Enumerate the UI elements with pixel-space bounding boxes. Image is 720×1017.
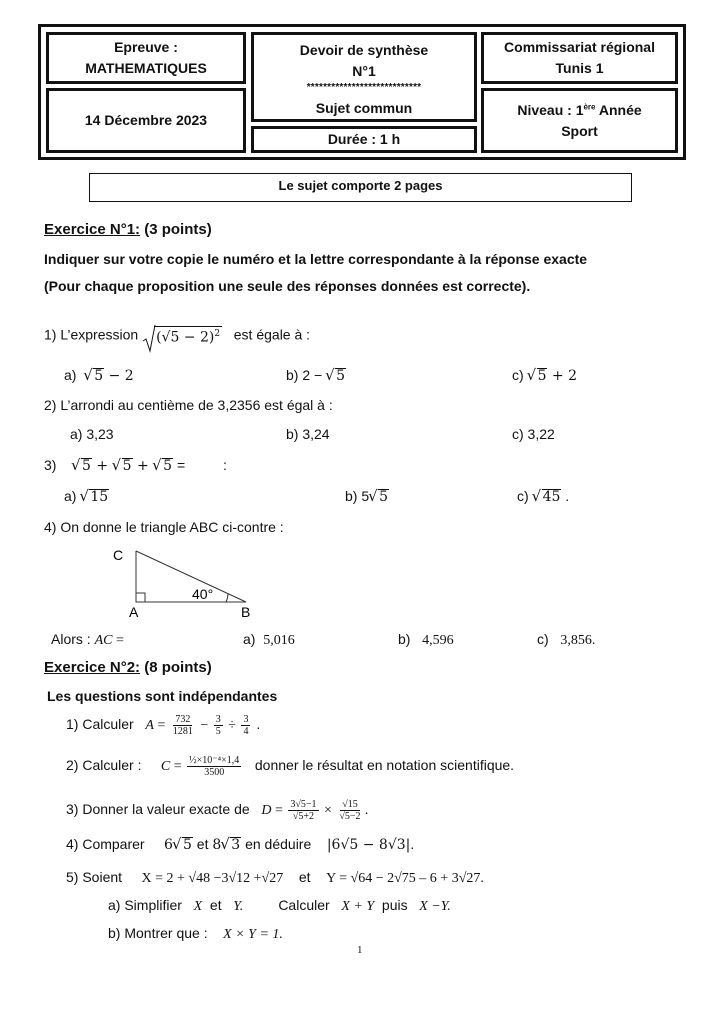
- devoir-cell: [251, 32, 477, 122]
- devoir-title: Devoir de synthèse: [299, 42, 429, 58]
- ex1-q2-option-b: b) 3,24: [286, 426, 330, 442]
- ex1-q2-option-a: a) 3,23: [70, 426, 114, 442]
- region-label: Tunis 1: [555, 60, 604, 76]
- duree-cell: [251, 126, 477, 153]
- ex2-q5: 5) Soient X = 2 + √48 −3√12 +√27 et Y = √64 − 2√75 – 6 + 3√27.: [66, 869, 484, 886]
- ex1-q3-option-c: c) √ 45 .: [517, 488, 569, 505]
- angle-label: 40°: [192, 586, 214, 602]
- section-label: Sport: [561, 122, 598, 139]
- vertex-b-label: B: [241, 604, 251, 620]
- epreuve-label: Epreuve :: [114, 39, 178, 55]
- ex2-q4: 4) Comparer 6 √ 5 et 8 √ 3 en déduire |6√5 − 8√3|.: [66, 836, 414, 853]
- ex2-q1: 1) Calculer A = $\frac{732}{1281}$ − $\frac{3}{5}$ ÷ $\frac{3}{4}$ .: [66, 714, 261, 737]
- exercise1-instruction-2: (Pour chaque proposition une seule des réponses données est correcte).: [44, 278, 531, 294]
- triangle-abc-figure: [100, 540, 270, 622]
- stars-separator: ****************************: [306, 82, 422, 93]
- ex1-q4-statement: 4) On donne le triangle ABC ci-contre :: [44, 519, 284, 535]
- ex1-q3-statement: 3) √ 5 + √ 5 + √ 5 = :: [44, 457, 227, 474]
- ex2-q2: 2) Calculer : C = $\frac{\text{½×10⁻⁴×1,4}}{3500}$ donner le résultat en notation scientifique.: [66, 755, 515, 778]
- niveau-cell: [481, 88, 678, 153]
- exercise1-title: Exercice N°1: (3 points): [44, 221, 212, 238]
- vertex-c-label: C: [113, 547, 124, 563]
- ex1-q4-option-b: b) 4,596: [398, 631, 454, 648]
- ex1-q1-option-b: b) 2 − √ 5: [286, 367, 346, 384]
- ex1-q1-option-a: a) √ 5 − 2: [64, 367, 134, 384]
- sujet-label: Sujet commun: [315, 100, 413, 116]
- ex1-q2-statement: 2) L’arrondi au centième de 3,2356 est égal à :: [44, 397, 333, 413]
- commissariat-label: Commissariat régional: [504, 39, 655, 55]
- ex1-q1-statement: 1) L’expression $(√5 - 2)^2$ est égale à :: [44, 326, 310, 346]
- exercise1-instruction-1: Indiquer sur votre copie le numéro et la lettre correspondante à la réponse exacte: [44, 251, 588, 267]
- ex1-q4-option-a: a) 5,016: [243, 631, 295, 648]
- epreuve-cell: [46, 32, 246, 84]
- epreuve-value: MATHEMATIQUES: [85, 60, 207, 76]
- date-cell: [46, 88, 246, 153]
- ex1-q2-option-c: c) 3,22: [512, 426, 555, 442]
- sqrt-expression: $(√5 - 2)^2$: [142, 326, 222, 346]
- ex2-q3: 3) Donner la valeur exacte de D = $\frac{3√5-1}{√5+2}$ × $\frac{√15}{√5-2}$ .: [66, 799, 369, 822]
- page-number: 1: [357, 944, 363, 956]
- ex1-q1-option-c: c) √ 5 + 2: [512, 367, 577, 384]
- ex2-q5a: a) Simplifier X et Y. Calculer X + Y puis X −Y.: [108, 897, 451, 914]
- ex1-q3-option-b: b) 5 √ 5: [345, 488, 389, 505]
- devoir-number: N°1: [352, 63, 376, 79]
- pages-note: Le sujet comporte 2 pages: [89, 173, 632, 202]
- commissariat-cell: [481, 32, 678, 84]
- exam-header: [38, 24, 686, 160]
- exercise2-title: Exercice N°2: (8 points): [44, 659, 212, 676]
- ex1-q3-option-a: a) √ 15: [64, 488, 109, 505]
- ex1-q4-option-c: c) 3,856.: [537, 631, 596, 648]
- ex2-q5b: b) Montrer que : X × Y = 1.: [108, 925, 283, 942]
- duree-label: Durée : 1 h: [327, 131, 401, 147]
- vertex-a-label: A: [129, 604, 139, 620]
- ex1-q4-alors: Alors : AC =: [51, 631, 124, 648]
- exercise2-subtitle: Les questions sont indépendantes: [47, 688, 278, 704]
- exam-date: 14 Décembre 2023: [84, 112, 208, 128]
- niveau-label: Niveau : 1ère Année: [517, 101, 642, 118]
